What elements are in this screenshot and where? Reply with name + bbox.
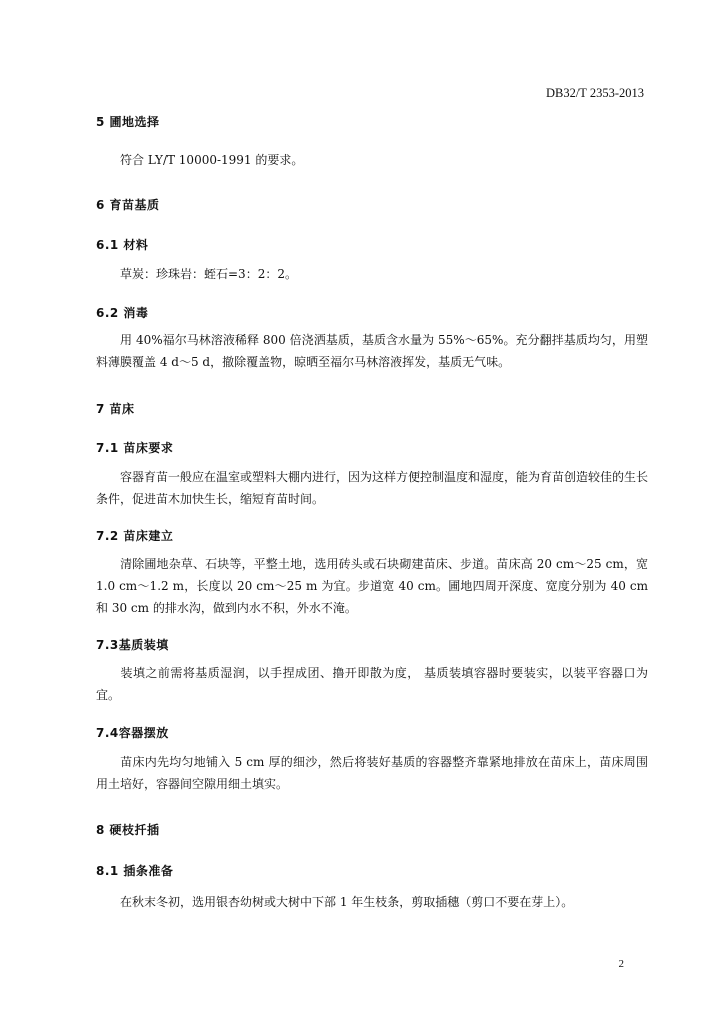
- paragraph-section-6-2: [96, 329, 648, 373]
- paragraph-text: 清除圃地杂草、石块等，平整土地，选用砖头或石块砌建苗床、步道。苗床高 20 cm～25 cm，宽 1.0 cm～1.2 m，长度以 20 cm～25 m 为宜。步道宽 40 cm。圃地四周开深度、宽度分别为 40 cm 和 30 cm 的排水沟，做到内水不积，外水不淹。: [96, 557, 648, 615]
- paragraph-section-7-3: [96, 662, 648, 706]
- heading-section-7-3: 7.3基质装填: [96, 638, 169, 652]
- heading-section-6: 6 育苗基质: [96, 198, 160, 212]
- paragraph-text: 装填之前需将基质湿润，以手捏成团、撸开即散为度， 基质装填容器时要装实，以装平容器口为宜。: [96, 666, 648, 702]
- paragraph-section-7-4: [96, 751, 648, 795]
- paragraph-text: 草炭：珍珠岩：蛭石=3：2：2。: [120, 267, 297, 281]
- paragraph-text: 在秋末冬初，选用银杏幼树或大树中下部 1 年生枝条，剪取插穗（剪口不要在芽上）。: [120, 895, 574, 909]
- heading-section-7-1: 7.1 苗床要求: [96, 441, 174, 455]
- paragraph-section-5: [96, 149, 648, 171]
- paragraph-section-7-1: [96, 466, 648, 510]
- paragraph-text: 用 40%福尔马林溶液稀释 800 倍浇洒基质，基质含水量为 55%～65%。充分翻拌基质均匀，用塑料薄膜覆盖 4 d～5 d，撤除覆盖物，晾晒至福尔马林溶液挥发，基质无气味。: [96, 333, 648, 369]
- page-number: 2: [618, 958, 624, 970]
- paragraph-section-8-1: [96, 891, 648, 913]
- document-id: DB32/T 2353-2013: [545, 86, 644, 100]
- heading-section-8: 8 硬枝扦插: [96, 823, 160, 837]
- paragraph-section-6-1: [96, 263, 648, 285]
- paragraph-text: 符合 LY/T 10000-1991 的要求。: [120, 153, 304, 167]
- heading-section-6-2: 6.2 消毒: [96, 306, 149, 320]
- heading-section-6-1: 6.1 材料: [96, 238, 149, 252]
- heading-section-7: 7 苗床: [96, 402, 135, 416]
- paragraph-section-7-2: [96, 553, 648, 619]
- heading-section-7-2: 7.2 苗床建立: [96, 529, 174, 543]
- heading-section-7-4: 7.4容器摆放: [96, 726, 169, 740]
- heading-section-8-1: 8.1 插条准备: [96, 864, 174, 878]
- paragraph-text: 苗床内先均匀地铺入 5 cm 厚的细沙，然后将装好基质的容器整齐靠紧地排放在苗床上，苗床周围用土培好，容器间空隙用细土填实。: [96, 755, 648, 791]
- heading-section-5: 5 圃地选择: [96, 115, 160, 129]
- paragraph-text: 容器育苗一般应在温室或塑料大棚内进行，因为这样方便控制温度和湿度，能为育苗创造较佳的生长条件，促进苗木加快生长，缩短育苗时间。: [96, 470, 649, 506]
